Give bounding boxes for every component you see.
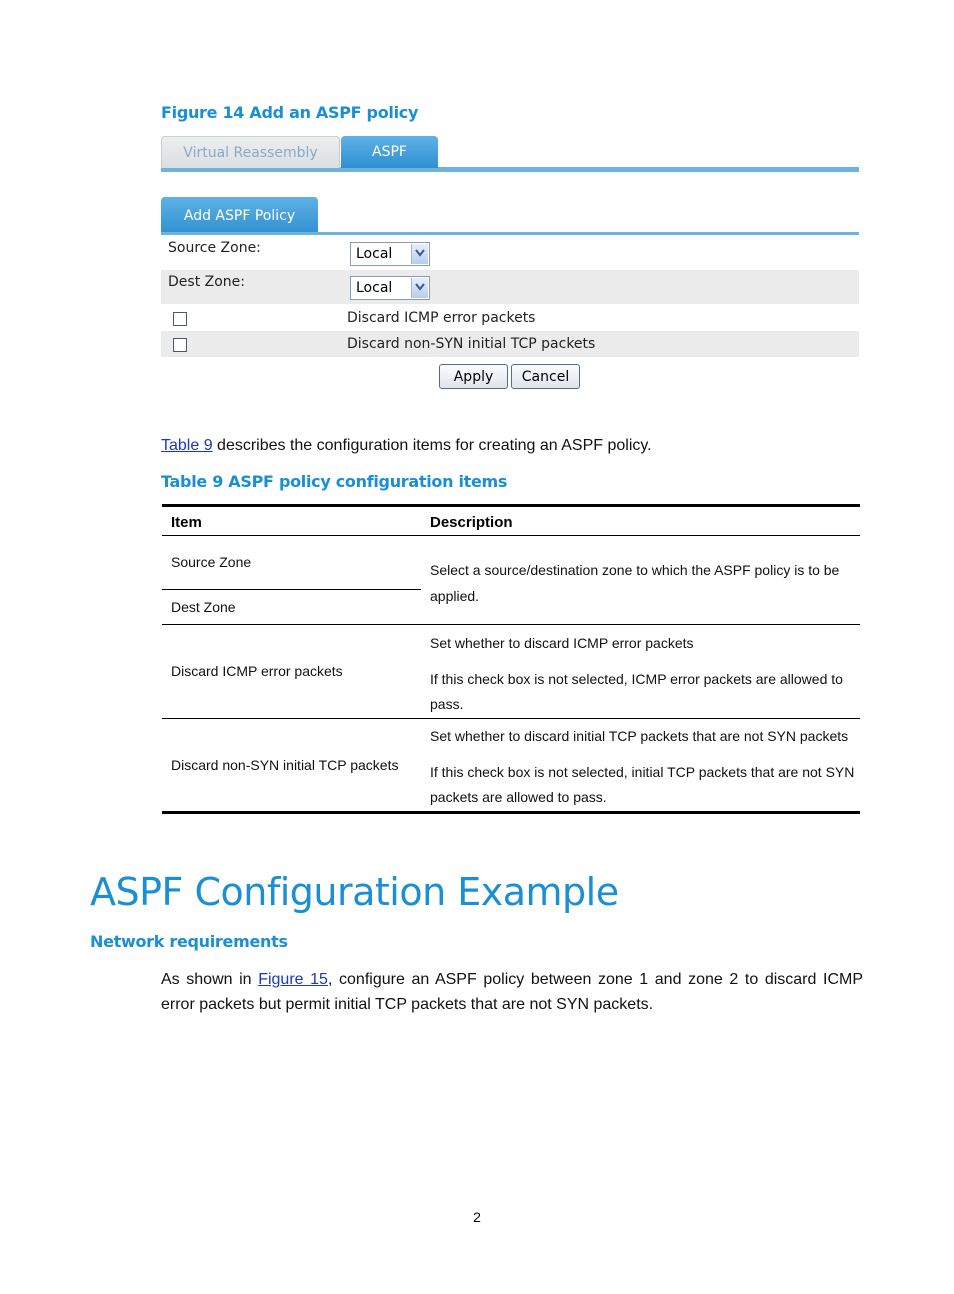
- source-zone-value: Local: [356, 246, 393, 262]
- dest-zone-label: Dest Zone:: [168, 274, 245, 290]
- chevron-down-icon[interactable]: [411, 244, 428, 264]
- syn-checkbox-row: [161, 331, 859, 357]
- subtab-add-aspf-policy[interactable]: Add ASPF Policy: [161, 197, 318, 235]
- tab-virtual-reassembly[interactable]: Virtual Reassembly: [161, 136, 340, 168]
- cell-icmp-desc-1: Set whether to discard ICMP error packets: [430, 635, 694, 651]
- dest-zone-value: Local: [356, 280, 393, 296]
- page-number: 2: [473, 1209, 481, 1225]
- table-bottom-rule: [162, 811, 860, 814]
- cancel-button[interactable]: Cancel: [511, 364, 580, 389]
- intro-paragraph: [161, 437, 652, 455]
- intro-text: describes the configuration items for creating an ASPF policy.: [212, 437, 652, 454]
- apply-button[interactable]: Apply: [439, 364, 508, 389]
- subsection-heading: Network requirements: [90, 932, 288, 951]
- figure-caption: Figure 14 Add an ASPF policy: [161, 103, 419, 122]
- requirements-text-after: , configure an ASPF policy between zone 1 and zone 2 to discard ICMP error packets but permit initial TCP packets that are not SYN packets.: [161, 971, 864, 1013]
- cell-zone-description: Select a source/destination zone to which the ASPF policy is to be applied.: [430, 562, 840, 604]
- syn-checkbox[interactable]: [173, 338, 187, 352]
- cell-icmp-desc-2: If this check box is not selected, ICMP error packets are allowed to pass.: [430, 671, 843, 712]
- syn-checkbox-label: Discard non-SYN initial TCP packets: [347, 336, 596, 352]
- row-rule: [162, 624, 860, 625]
- source-zone-row: [161, 236, 859, 270]
- source-zone-label: Source Zone:: [168, 240, 261, 256]
- cell-icmp-item: Discard ICMP error packets: [171, 663, 343, 679]
- row-rule: [162, 718, 860, 719]
- icmp-checkbox-label: Discard ICMP error packets: [347, 310, 536, 326]
- dest-zone-row: [161, 270, 859, 304]
- header-description: Description: [430, 514, 513, 531]
- row-divider: [162, 589, 421, 590]
- tab-aspf[interactable]: ASPF: [341, 136, 438, 168]
- cell-dest-zone: Dest Zone: [171, 599, 236, 615]
- table-9-link[interactable]: Table 9: [161, 437, 213, 454]
- requirements-paragraph: [161, 967, 863, 1017]
- cell-syn-desc-2: If this check box is not selected, initial TCP packets that are not SYN packets are allowed to pass.: [430, 764, 855, 805]
- requirements-text-before: As shown in: [161, 971, 259, 988]
- header-rule: [162, 535, 860, 536]
- table-top-rule: [162, 504, 860, 507]
- header-item: Item: [171, 514, 202, 531]
- cell-syn-item: Discard non-SYN initial TCP packets: [171, 757, 399, 773]
- icmp-checkbox-row: [161, 305, 859, 331]
- source-zone-select[interactable]: [350, 242, 430, 266]
- chevron-down-icon[interactable]: [411, 278, 428, 298]
- section-heading: ASPF Configuration Example: [90, 870, 619, 914]
- cell-source-zone: Source Zone: [171, 554, 252, 570]
- table-caption: Table 9 ASPF policy configuration items: [161, 472, 508, 491]
- subtab-underline: [161, 232, 859, 235]
- figure-15-link[interactable]: Figure 15: [258, 971, 328, 988]
- cell-syn-desc-1: Set whether to discard initial TCP packets that are not SYN packets: [430, 728, 849, 744]
- dest-zone-select[interactable]: [350, 276, 430, 300]
- icmp-checkbox[interactable]: [173, 312, 187, 326]
